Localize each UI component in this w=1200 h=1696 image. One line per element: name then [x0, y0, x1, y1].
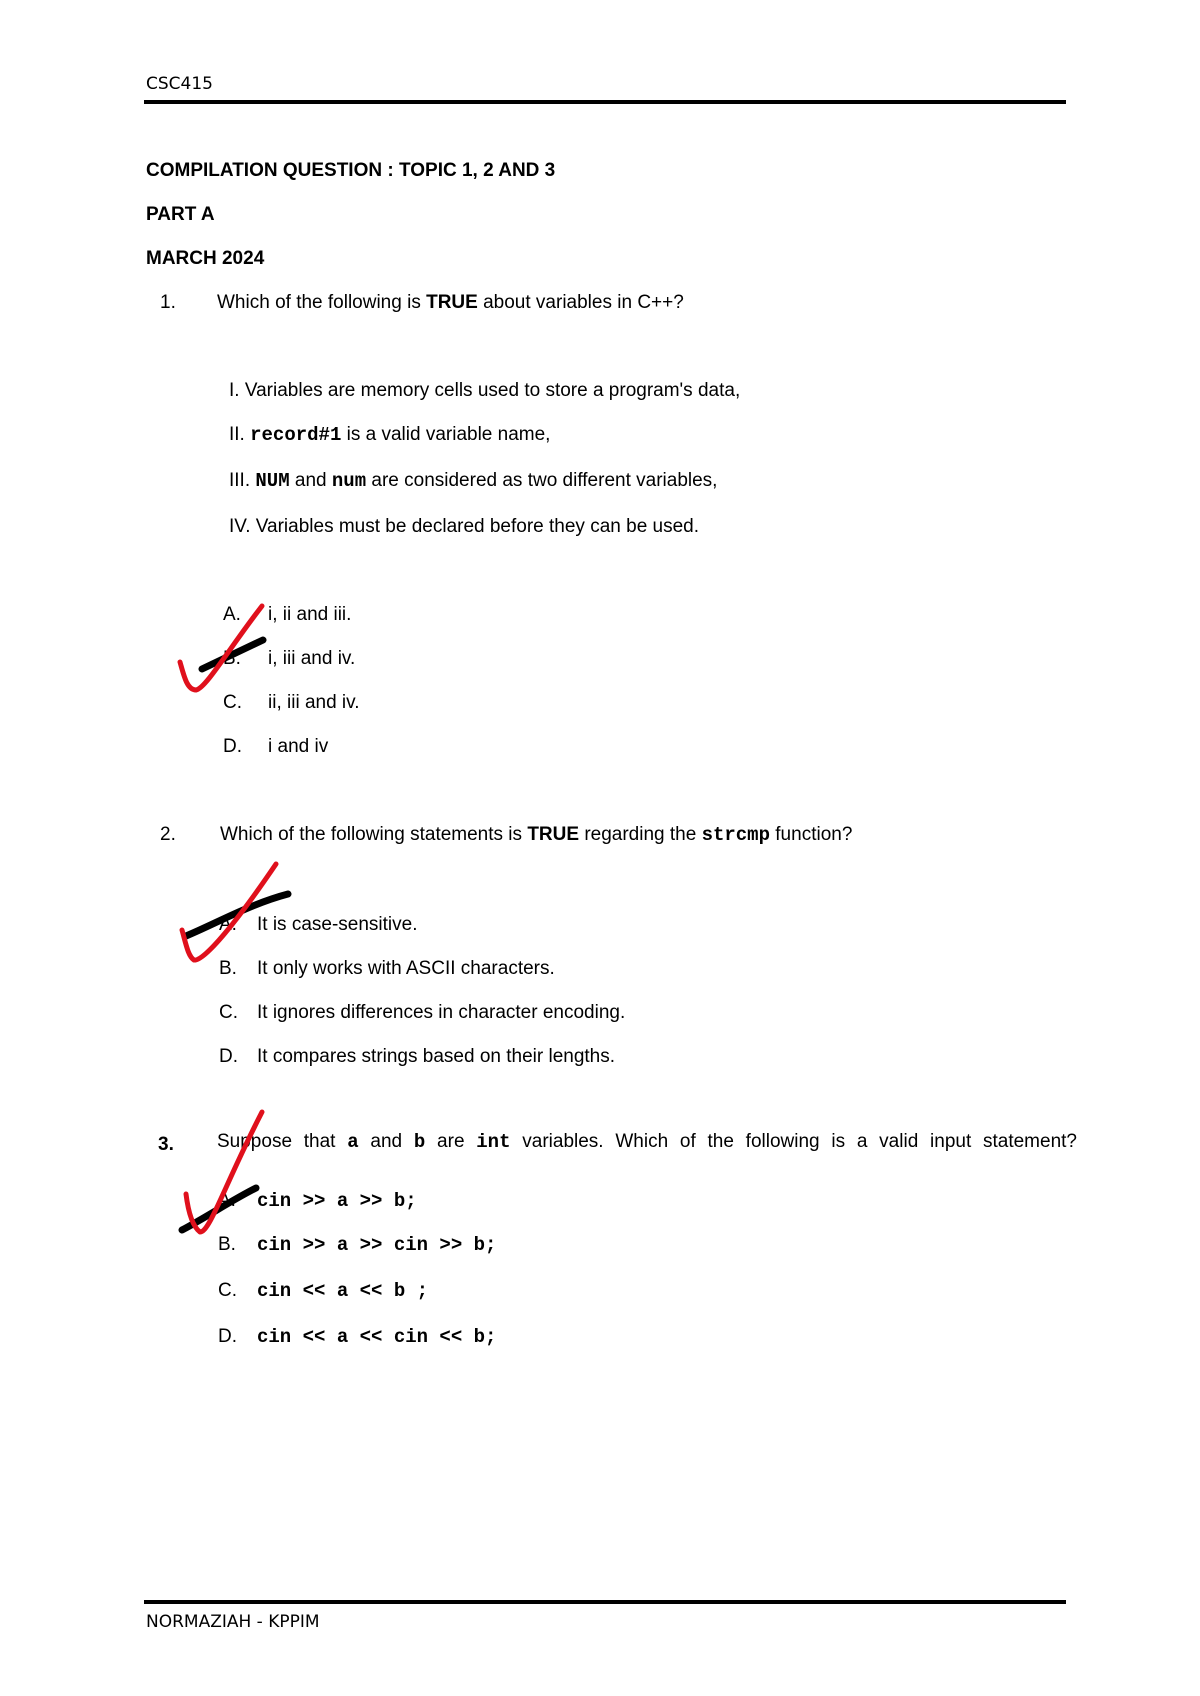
header-course-code: CSC415: [146, 74, 213, 94]
q1-text-pre: Which of the following is: [217, 292, 427, 313]
q3-option-b-letter: B.: [218, 1234, 236, 1255]
q1-check-icon: [180, 606, 262, 690]
q1-statement-4: IV. Variables must be declared before they can be used.: [229, 516, 700, 537]
q1-s3-post: are considered as two different variables,: [366, 470, 718, 491]
q1-s3-mid: and: [289, 470, 332, 491]
q3-text: [217, 1128, 1077, 1156]
q3-code-1: a: [347, 1131, 359, 1153]
q3-number: 3.: [158, 1134, 174, 1155]
q1-option-d-letter: D.: [223, 736, 242, 757]
q1-statement-3: [229, 470, 717, 492]
q1-s2-code: record#1: [250, 424, 342, 446]
q2-text-code: strcmp: [701, 824, 770, 846]
q3-option-b-code: cin >> a >> cin >> b;: [257, 1234, 497, 1256]
q1-option-c-text: ii, iii and iv.: [268, 692, 360, 713]
exam-date: MARCH 2024: [146, 248, 265, 269]
q2-option-c-letter: C.: [219, 1002, 238, 1023]
q1-option-a-text: i, ii and iii.: [268, 604, 352, 625]
q3-option-c-code: cin << a << b ;: [257, 1280, 429, 1302]
q2-text-post: function?: [770, 824, 853, 845]
q3-text-3: are: [425, 1131, 477, 1152]
q1-statement-1: I. Variables are memory cells used to store a program's data,: [229, 380, 741, 401]
q2-option-d-text: It compares strings based on their lengths.: [257, 1046, 616, 1067]
q1-option-d-text: i and iv: [268, 736, 329, 757]
q3-text-2: and: [358, 1131, 414, 1152]
q2-text: [220, 824, 852, 846]
footer-author: NORMAZIAH - KPPIM: [146, 1612, 320, 1632]
q2-option-a-letter: A.: [219, 914, 237, 935]
q3-text-1: Suppose that: [217, 1131, 348, 1152]
part-label: PART A: [146, 204, 215, 225]
q1-s2-post: is a valid variable name,: [341, 424, 551, 445]
q2-option-b-text: It only works with ASCII characters.: [257, 958, 555, 979]
q3-code-2: b: [413, 1131, 426, 1153]
q1-text: [217, 292, 684, 314]
q1-text-bold: TRUE: [426, 292, 478, 313]
q2-text-mid: regarding the: [579, 824, 702, 845]
q3-option-d-code: cin << a << cin << b;: [257, 1326, 497, 1348]
q2-number: 2.: [160, 824, 176, 845]
q1-option-c-letter: C.: [223, 692, 242, 713]
header-rule: [144, 100, 1066, 104]
q1-s3-code1: NUM: [255, 470, 290, 492]
q1-number: 1.: [160, 292, 176, 313]
q3-text-4: variables. Which of the following is a valid input statement?: [510, 1131, 1077, 1152]
q3-option-c-letter: C.: [218, 1280, 237, 1301]
q1-option-b-letter: B.: [223, 648, 241, 669]
q1-s2-pre: II.: [229, 424, 251, 445]
q2-check-icon: [182, 864, 276, 960]
q1-s3-pre: III.: [229, 470, 256, 491]
q3-option-a-code: cin >> a >> b;: [257, 1190, 417, 1212]
q2-text-pre: Which of the following statements is: [220, 824, 528, 845]
q3-option-d-letter: D.: [218, 1326, 237, 1347]
q1-statement-2: [229, 424, 550, 446]
q3-code-3: int: [476, 1131, 511, 1153]
q1-option-a-letter: A.: [223, 604, 241, 625]
q2-option-a-text: It is case-sensitive.: [257, 914, 418, 935]
q2-option-c-text: It ignores differences in character encoding.: [257, 1002, 626, 1023]
footer-rule: [144, 1600, 1066, 1604]
q1-option-b-text: i, iii and iv.: [268, 648, 356, 669]
q2-option-b-letter: B.: [219, 958, 237, 979]
q1-s3-code2: num: [331, 470, 367, 492]
q1-text-post: about variables in C++?: [477, 292, 684, 313]
doc-title: COMPILATION QUESTION : TOPIC 1, 2 AND 3: [146, 160, 556, 181]
q3-option-a-letter: A.: [218, 1190, 236, 1211]
q2-text-bold: TRUE: [527, 824, 580, 845]
q2-option-d-letter: D.: [219, 1046, 238, 1067]
